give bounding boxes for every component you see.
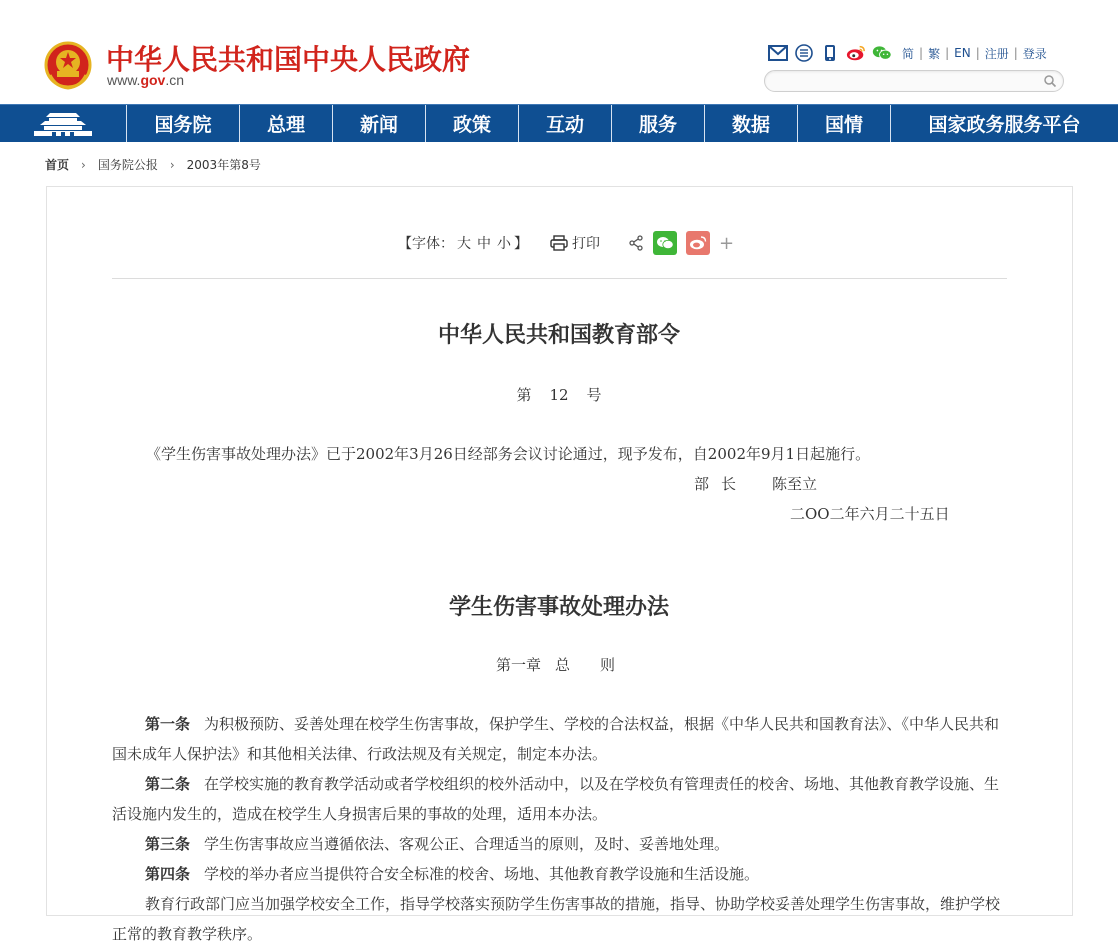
nav-item-policy[interactable]: 政策 <box>426 105 519 142</box>
site-title[interactable]: 中华人民共和国中央人民政府 <box>106 43 471 76</box>
nav-item-premier[interactable]: 总理 <box>240 105 333 142</box>
search-icon[interactable] <box>1043 74 1057 88</box>
link-separator: | <box>945 46 950 60</box>
search-input[interactable] <box>775 73 1039 91</box>
breadcrumb-separator: › <box>81 157 86 172</box>
breadcrumb-issue[interactable]: 2003年第8号 <box>186 158 261 172</box>
articles <box>112 709 1007 949</box>
share-weibo-button[interactable] <box>686 231 710 255</box>
toolbar-divider <box>112 278 1007 279</box>
article-paragraph <box>112 859 1007 889</box>
signature <box>694 473 817 494</box>
link-traditional[interactable]: 繁 <box>928 46 941 61</box>
font-size-medium[interactable]: 中 <box>477 236 491 252</box>
rss-icon[interactable] <box>794 43 814 63</box>
font-size-small[interactable]: 小 <box>497 236 511 252</box>
url-gov: gov <box>140 72 166 88</box>
link-separator: | <box>919 46 924 60</box>
top-tools <box>768 42 1047 64</box>
site-url <box>107 72 184 88</box>
article-text: 教育行政部门应当加强学校安全工作，指导学校落实预防学生伤害事故的措施，指导、协助学校妥善处理学生伤害事故，维护学校正常的教育教学秩序。 <box>112 895 1001 943</box>
article-label: 第二条 <box>145 775 191 793</box>
site-header <box>0 0 1118 104</box>
article-label: 第三条 <box>145 835 191 853</box>
nav-item-data[interactable]: 数据 <box>705 105 798 142</box>
search-box <box>764 70 1064 92</box>
nav-item-service-platform[interactable]: 国家政务服务平台 <box>928 114 1081 136</box>
print-button[interactable] <box>550 233 600 253</box>
law-title: 学生伤害事故处理办法 <box>448 594 669 620</box>
link-simplified[interactable]: 简 <box>902 46 915 61</box>
sign-role-2: 长 <box>721 475 737 493</box>
document-date: 二OO二年六月二十五日 <box>790 505 950 523</box>
share-wechat-button[interactable] <box>653 231 677 255</box>
nav-item-national-info[interactable]: 国情 <box>798 105 891 142</box>
breadcrumb-home[interactable]: 首页 <box>45 158 70 172</box>
breadcrumb-separator: › <box>169 157 175 172</box>
nav-item-state-council[interactable]: 国务院 <box>127 105 240 142</box>
link-english[interactable]: EN <box>954 46 971 60</box>
print-label: 打印 <box>572 236 600 252</box>
font-size-label-close: 】 <box>514 236 528 252</box>
sign-name: 陈至立 <box>772 475 818 493</box>
article-paragraph <box>112 829 1007 859</box>
url-suffix: .cn <box>165 72 185 88</box>
wechat-icon <box>656 236 674 250</box>
link-register[interactable]: 注册 <box>984 46 1009 61</box>
article-text: 学校的举办者应当提供符合安全标准的校舍、场地、其他教育教学设施和生活设施。 <box>204 865 760 883</box>
article-text: 为积极预防、妥善处理在校学生伤害事故，保护学生、学校的合法权益，根据《中华人民共和国教育法》、《中华人民共和国未成年人保护法》和其他相关法律、行政法规及有关规定，制定本办法。 <box>112 715 1000 763</box>
order-num: 12 <box>549 386 569 404</box>
nav-home[interactable] <box>0 105 127 142</box>
share-icon[interactable] <box>628 235 644 251</box>
order-hao: 号 <box>586 386 602 404</box>
article-label: 第四条 <box>145 865 191 883</box>
chapter-name-2: 则 <box>600 656 616 674</box>
printer-icon <box>550 235 568 251</box>
mail-icon[interactable] <box>768 43 788 63</box>
article-label: 第一条 <box>145 715 191 733</box>
wechat-icon[interactable] <box>872 43 892 63</box>
article-toolbar <box>398 232 734 254</box>
sign-role-1: 部 <box>694 475 710 493</box>
font-size-label: 【字体： <box>398 236 454 252</box>
breadcrumb <box>45 156 261 173</box>
article-text: 在学校实施的教育教学活动或者学校组织的校外活动中，以及在学校负有管理责任的校舍、场地、其他教育教学设施、生活设施内发生的，造成在校学生人身损害后果的事故的处理，适用本办法。 <box>112 775 1000 823</box>
mobile-icon[interactable] <box>820 43 840 63</box>
nav-item-news[interactable]: 新闻 <box>333 105 426 142</box>
link-separator: | <box>975 46 980 60</box>
font-size-large[interactable]: 大 <box>457 236 471 252</box>
national-emblem-icon[interactable] <box>44 41 92 91</box>
weibo-icon[interactable] <box>846 43 866 63</box>
weibo-icon <box>689 236 707 250</box>
nav-item-services[interactable]: 服务 <box>612 105 705 142</box>
chapter-name-1: 总 <box>555 656 571 674</box>
nav-item-interaction[interactable]: 互动 <box>519 105 612 142</box>
breadcrumb-bulletin[interactable]: 国务院公报 <box>97 158 158 172</box>
document-intro: 《学生伤害事故处理办法》已于2002年3月26日经部务会议讨论通过，现予发布，自2002年9月1日起施行。 <box>146 445 871 463</box>
article-paragraph <box>112 769 1007 829</box>
article-paragraph <box>112 709 1007 769</box>
order-number <box>0 384 1118 405</box>
tiananmen-icon <box>32 111 94 137</box>
main-nav <box>0 104 1118 142</box>
order-di: 第 <box>516 386 532 404</box>
article-text: 学生伤害事故应当遵循依法、客观公正、合理适当的原则，及时、妥善地处理。 <box>204 835 730 853</box>
article-paragraph <box>112 889 1007 949</box>
top-links <box>902 45 1047 62</box>
chapter-number: 第一章 <box>496 656 542 674</box>
document-title: 中华人民共和国教育部令 <box>437 322 680 348</box>
chapter-heading <box>496 654 615 675</box>
share-group <box>628 231 734 255</box>
link-login[interactable]: 登录 <box>1022 46 1047 61</box>
link-separator: | <box>1013 46 1018 60</box>
url-prefix: www. <box>107 72 141 88</box>
share-more-icon[interactable]: + <box>719 232 735 254</box>
